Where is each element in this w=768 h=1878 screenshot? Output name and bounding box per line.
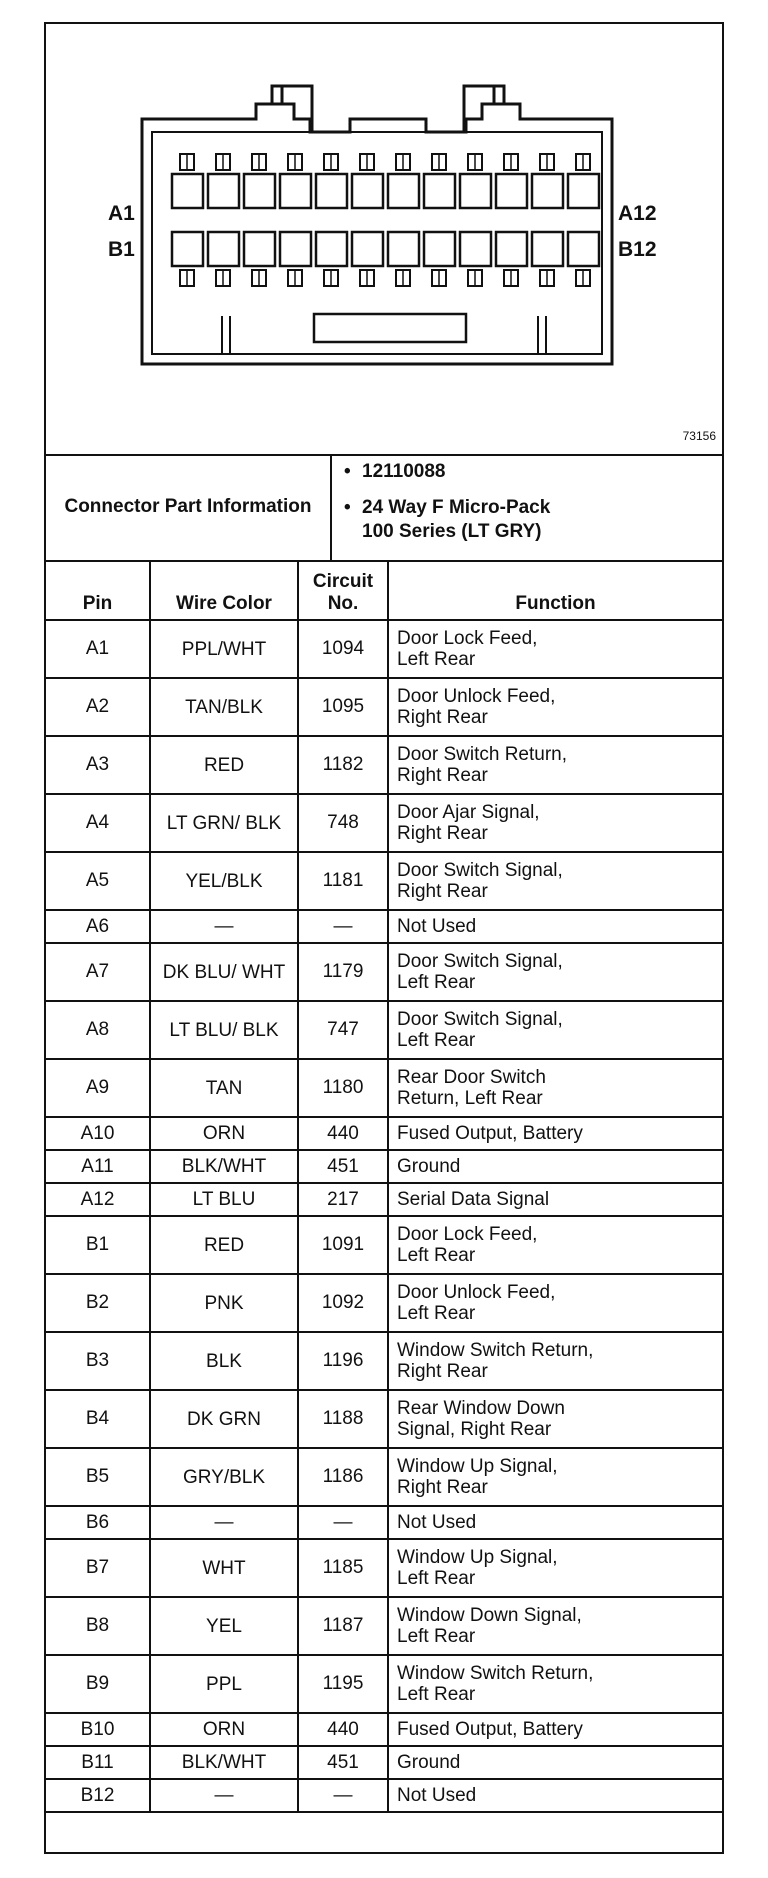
- cell-wire-color: TAN/BLK: [150, 678, 298, 736]
- cell-function: [388, 1332, 722, 1390]
- function-line: Door Switch Signal,: [397, 951, 563, 972]
- cell-circuit-no: 1185: [298, 1539, 388, 1597]
- function-line: Rear Window Down: [397, 1398, 565, 1419]
- cell-function: [388, 1390, 722, 1448]
- pin-cavity: [568, 174, 599, 208]
- cell-function: [388, 1059, 722, 1117]
- function-line: Window Up Signal,: [397, 1547, 558, 1568]
- pin-cavity: [352, 232, 383, 266]
- function-line: Door Lock Feed,: [397, 1224, 538, 1245]
- part-description: • 24 Way F Micro-Pack: [342, 496, 712, 520]
- cell-pin: B10: [46, 1713, 150, 1746]
- function-line: Right Rear: [397, 1361, 488, 1382]
- table-row: [46, 1779, 722, 1812]
- table-row: [46, 852, 722, 910]
- table-row: [46, 1655, 722, 1713]
- cell-function: [388, 1448, 722, 1506]
- cell-function: [388, 1001, 722, 1059]
- pin-cavity: [244, 174, 275, 208]
- cell-pin: A7: [46, 943, 150, 1001]
- pin-cavity: [496, 174, 527, 208]
- cell-function: [388, 852, 722, 910]
- cell-wire-color: PPL: [150, 1655, 298, 1713]
- cell-function: [388, 1274, 722, 1332]
- cell-pin: B7: [46, 1539, 150, 1597]
- function-line: Serial Data Signal: [397, 1189, 550, 1210]
- cell-circuit-no: 1179: [298, 943, 388, 1001]
- cell-wire-color: WHT: [150, 1539, 298, 1597]
- cell-pin: B6: [46, 1506, 150, 1539]
- cell-circuit-no: 1094: [298, 620, 388, 678]
- connector-part-information: [46, 454, 722, 562]
- part-description-line2: 100 Series (LT GRY): [362, 521, 542, 542]
- cell-wire-color: PNK: [150, 1274, 298, 1332]
- cell-circuit-no: 1187: [298, 1597, 388, 1655]
- pin-cavity: [496, 232, 527, 266]
- function-line: Fused Output, Battery: [397, 1123, 583, 1144]
- cell-wire-color: ORN: [150, 1117, 298, 1150]
- cell-circuit-no: 1181: [298, 852, 388, 910]
- bottom-key: [314, 314, 466, 342]
- function-line: Door Switch Signal,: [397, 1009, 563, 1030]
- table-row: [46, 1150, 722, 1183]
- cell-pin: B1: [46, 1216, 150, 1274]
- part-number: • 12110088: [342, 460, 712, 484]
- table-row: [46, 943, 722, 1001]
- cell-wire-color: RED: [150, 1216, 298, 1274]
- pin-cavity: [172, 232, 203, 266]
- function-line: Window Switch Return,: [397, 1340, 594, 1361]
- function-line: Door Unlock Feed,: [397, 686, 556, 707]
- cell-pin: A4: [46, 794, 150, 852]
- cell-pin: A8: [46, 1001, 150, 1059]
- function-line: Left Rear: [397, 1684, 476, 1705]
- cell-function: [388, 1506, 722, 1539]
- function-line: Left Rear: [397, 972, 476, 993]
- pin-cavity: [352, 174, 383, 208]
- cell-circuit-no: 1091: [298, 1216, 388, 1274]
- cell-circuit-no: 1182: [298, 736, 388, 794]
- cell-pin: A3: [46, 736, 150, 794]
- cell-function: [388, 1713, 722, 1746]
- pin-cavity: [208, 174, 239, 208]
- function-line: Signal, Right Rear: [397, 1419, 552, 1440]
- pin-cavity: [424, 232, 455, 266]
- cell-pin: A1: [46, 620, 150, 678]
- function-line: Right Rear: [397, 881, 488, 902]
- cell-pin: B8: [46, 1597, 150, 1655]
- cell-function: [388, 1216, 722, 1274]
- cell-function: [388, 1117, 722, 1150]
- pin-cavity: [280, 174, 311, 208]
- function-line: Left Rear: [397, 1568, 476, 1589]
- cell-circuit-no: 440: [298, 1117, 388, 1150]
- cell-function: [388, 620, 722, 678]
- pin-cavity: [208, 232, 239, 266]
- pin-cavity: [172, 174, 203, 208]
- table-row: [46, 794, 722, 852]
- cell-circuit-no: 440: [298, 1713, 388, 1746]
- cell-pin: A12: [46, 1183, 150, 1216]
- cell-function: [388, 1150, 722, 1183]
- header-circuit-no: Circuit No.: [298, 562, 388, 620]
- label-a1: A1: [108, 202, 135, 225]
- cell-function: [388, 1597, 722, 1655]
- connector-diagram: [46, 24, 722, 456]
- function-line: Ground: [397, 1156, 461, 1177]
- pin-cavity: [316, 232, 347, 266]
- cell-function: [388, 1539, 722, 1597]
- cell-wire-color: DK GRN: [150, 1390, 298, 1448]
- cell-wire-color: DK BLU/ WHT: [150, 943, 298, 1001]
- cell-wire-color: LT GRN/ BLK: [150, 794, 298, 852]
- cell-wire-color: TAN: [150, 1059, 298, 1117]
- table-header-row: [46, 562, 722, 620]
- cell-pin: B4: [46, 1390, 150, 1448]
- cell-wire-color: —: [150, 1506, 298, 1539]
- pin-cavity: [424, 174, 455, 208]
- table-row: [46, 1390, 722, 1448]
- connector-pinout-sheet: [44, 22, 724, 1854]
- header-wire-color: Wire Color: [150, 562, 298, 620]
- cell-circuit-no: 217: [298, 1183, 388, 1216]
- pin-cavity: [532, 232, 563, 266]
- label-a12: A12: [618, 202, 657, 225]
- function-line: Window Switch Return,: [397, 1663, 594, 1684]
- cell-circuit-no: 1092: [298, 1274, 388, 1332]
- housing-outline: [142, 104, 612, 364]
- table-row: [46, 1216, 722, 1274]
- cell-pin: B3: [46, 1332, 150, 1390]
- table-row: [46, 1059, 722, 1117]
- function-line: Not Used: [397, 1512, 477, 1533]
- table-row: [46, 1117, 722, 1150]
- table-row: [46, 736, 722, 794]
- pin-cavity: [568, 232, 599, 266]
- table-row: [46, 1713, 722, 1746]
- cell-circuit-no: 1186: [298, 1448, 388, 1506]
- cell-function: [388, 794, 722, 852]
- function-line: Door Switch Signal,: [397, 860, 563, 881]
- table-row: [46, 1506, 722, 1539]
- cell-function: [388, 1183, 722, 1216]
- function-line: Right Rear: [397, 707, 488, 728]
- cell-wire-color: ORN: [150, 1713, 298, 1746]
- leg-right: [486, 316, 546, 354]
- cell-pin: B12: [46, 1779, 150, 1812]
- cell-wire-color: LT BLU: [150, 1183, 298, 1216]
- cell-circuit-no: 748: [298, 794, 388, 852]
- cell-circuit-no: 1196: [298, 1332, 388, 1390]
- cell-wire-color: LT BLU/ BLK: [150, 1001, 298, 1059]
- table-row: [46, 1597, 722, 1655]
- cell-wire-color: RED: [150, 736, 298, 794]
- figure-number: 73156: [682, 429, 716, 443]
- cell-circuit-no: 1188: [298, 1390, 388, 1448]
- table-row: [46, 910, 722, 943]
- cell-wire-color: PPL/WHT: [150, 620, 298, 678]
- latch-left: [272, 86, 312, 132]
- function-line: Left Rear: [397, 1303, 476, 1324]
- cell-function: [388, 1655, 722, 1713]
- function-line: Door Lock Feed,: [397, 628, 538, 649]
- cell-pin: A6: [46, 910, 150, 943]
- function-line: Right Rear: [397, 1477, 488, 1498]
- label-b1: B1: [108, 238, 135, 261]
- table-row: [46, 1332, 722, 1390]
- cell-pin: B11: [46, 1746, 150, 1779]
- cell-circuit-no: —: [298, 1506, 388, 1539]
- function-line: Door Ajar Signal,: [397, 802, 540, 823]
- cell-pin: A5: [46, 852, 150, 910]
- pin-cavity: [460, 232, 491, 266]
- function-line: Right Rear: [397, 823, 488, 844]
- cell-function: [388, 1746, 722, 1779]
- function-line: Window Up Signal,: [397, 1456, 558, 1477]
- function-line: Window Down Signal,: [397, 1605, 582, 1626]
- cell-pin: A9: [46, 1059, 150, 1117]
- cell-pin: B5: [46, 1448, 150, 1506]
- table-row: [46, 1746, 722, 1779]
- pin-cavity: [532, 174, 563, 208]
- pin-cavity: [460, 174, 491, 208]
- part-info-label: Connector Part Information: [46, 454, 332, 560]
- cell-circuit-no: —: [298, 1779, 388, 1812]
- function-line: Left Rear: [397, 1030, 476, 1051]
- cell-circuit-no: 1095: [298, 678, 388, 736]
- function-line: Ground: [397, 1752, 461, 1773]
- cell-pin: A10: [46, 1117, 150, 1150]
- cell-circuit-no: 451: [298, 1150, 388, 1183]
- function-line: Right Rear: [397, 765, 488, 786]
- cell-function: [388, 678, 722, 736]
- cell-wire-color: GRY/BLK: [150, 1448, 298, 1506]
- cell-function: [388, 943, 722, 1001]
- pin-cavity: [280, 232, 311, 266]
- cell-function: [388, 1779, 722, 1812]
- function-line: Left Rear: [397, 649, 476, 670]
- cell-circuit-no: 1195: [298, 1655, 388, 1713]
- pin-cavity: [388, 232, 419, 266]
- cell-wire-color: YEL/BLK: [150, 852, 298, 910]
- cell-wire-color: BLK/WHT: [150, 1746, 298, 1779]
- cell-function: [388, 736, 722, 794]
- cell-wire-color: BLK: [150, 1332, 298, 1390]
- table-row: [46, 1001, 722, 1059]
- cell-function: [388, 910, 722, 943]
- function-line: Left Rear: [397, 1626, 476, 1647]
- latch-right: [464, 86, 504, 132]
- cell-pin: B2: [46, 1274, 150, 1332]
- cell-pin: A2: [46, 678, 150, 736]
- table-row: [46, 1539, 722, 1597]
- pin-cavity: [388, 174, 419, 208]
- function-line: Door Switch Return,: [397, 744, 568, 765]
- function-line: Door Unlock Feed,: [397, 1282, 556, 1303]
- cell-wire-color: —: [150, 1779, 298, 1812]
- function-line: Fused Output, Battery: [397, 1719, 583, 1740]
- cell-wire-color: BLK/WHT: [150, 1150, 298, 1183]
- cell-pin: B9: [46, 1655, 150, 1713]
- cell-wire-color: —: [150, 910, 298, 943]
- table-row: [46, 678, 722, 736]
- cell-circuit-no: —: [298, 910, 388, 943]
- cell-circuit-no: 747: [298, 1001, 388, 1059]
- function-line: Left Rear: [397, 1245, 476, 1266]
- function-line: Rear Door Switch: [397, 1067, 546, 1088]
- header-pin: Pin: [46, 562, 150, 620]
- function-line: Not Used: [397, 1785, 477, 1806]
- table-row: [46, 1448, 722, 1506]
- part-info-values: [342, 460, 712, 544]
- function-line: Not Used: [397, 916, 477, 937]
- pin-cavity: [316, 174, 347, 208]
- pinout-table: [46, 562, 722, 1813]
- cell-circuit-no: 1180: [298, 1059, 388, 1117]
- function-line: Return, Left Rear: [397, 1088, 543, 1109]
- header-function: Function: [388, 562, 722, 620]
- cell-wire-color: YEL: [150, 1597, 298, 1655]
- cell-pin: A11: [46, 1150, 150, 1183]
- table-row: [46, 1274, 722, 1332]
- pin-cavity: [244, 232, 275, 266]
- table-row: [46, 1183, 722, 1216]
- cell-circuit-no: 451: [298, 1746, 388, 1779]
- table-row: [46, 620, 722, 678]
- leg-left: [222, 316, 276, 354]
- inner-frame: [152, 132, 602, 354]
- label-b12: B12: [618, 238, 657, 261]
